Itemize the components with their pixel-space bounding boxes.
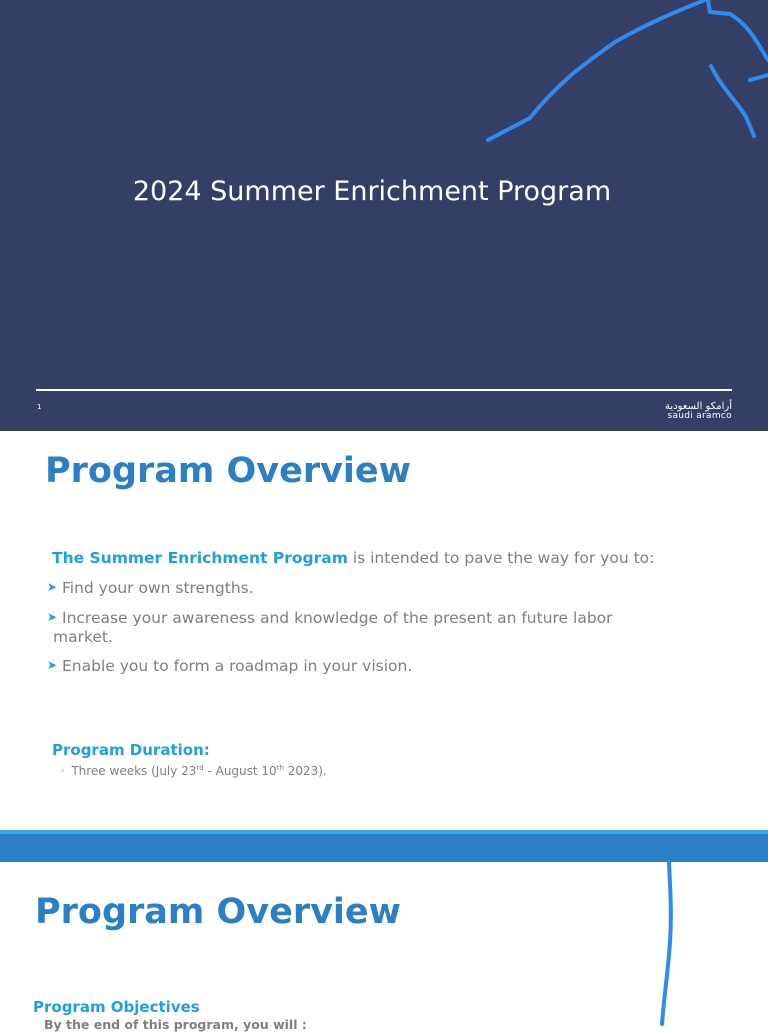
ordinal-suffix: th <box>276 764 284 772</box>
overview-slide <box>0 431 768 830</box>
duration-item <box>60 764 327 778</box>
bullet-text: Find your own strengths. <box>62 579 254 597</box>
duration-label: Program Duration: <box>52 741 210 759</box>
intro-rest: is intended to pave the way for you to: <box>347 549 655 567</box>
divider-line <box>36 389 732 391</box>
intro-text <box>52 549 654 567</box>
list-item <box>47 657 667 676</box>
arrow-bullet-icon: ➤ <box>47 610 58 624</box>
slide-number: 1 <box>37 403 42 411</box>
program-name: The Summer Enrichment Program <box>52 549 348 567</box>
duration-text: Three weeks (July 23 <box>71 764 197 778</box>
arrow-bullet-icon: ➤ <box>47 580 58 594</box>
header-band <box>0 834 768 862</box>
duration-text: - August 10 <box>203 764 277 778</box>
objectives-intro: By the end of this program, you will : <box>44 1017 307 1032</box>
objectives-label: Program Objectives <box>33 998 200 1016</box>
slide-heading: Program Overview <box>35 892 401 932</box>
slide-title: 2024 Summer Enrichment Program <box>132 176 612 207</box>
logo-english-text: saudi aramco <box>667 411 732 421</box>
overview-slide-2 <box>0 862 768 1032</box>
bullet-text: Enable you to form a roadmap in your vision. <box>62 657 413 675</box>
arrow-bullet-icon: ➤ <box>47 658 58 672</box>
bullet-text-continued: market. <box>53 628 113 646</box>
title-slide <box>0 0 768 431</box>
circle-bullet-icon: ◦ <box>60 767 66 777</box>
list-item <box>47 609 667 646</box>
slide-heading: Program Overview <box>45 451 411 491</box>
list-item <box>47 579 667 598</box>
duration-text: 2023). <box>283 764 327 778</box>
aramco-logo <box>665 402 732 421</box>
pen-annotation <box>0 0 768 431</box>
ordinal-suffix: rd <box>196 764 204 772</box>
bullet-text: Increase your awareness and knowledge of the present an future labor <box>62 609 613 627</box>
logo-arabic-text: أرامكو السعودية <box>665 401 732 412</box>
